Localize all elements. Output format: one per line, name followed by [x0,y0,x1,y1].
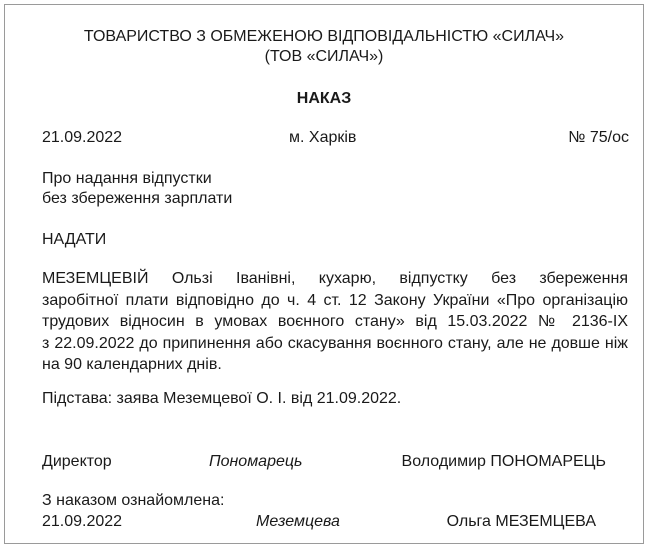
order-document [4,4,644,544]
signatory-name: Володимир ПОНОМАРЕЦЬ [401,453,606,470]
order-date: 21.09.2022 [42,129,123,146]
document-title: НАКАЗ [296,90,352,107]
body-line-3: трудових відносин в умовах воєнного стану» від 15.03.2022 № 2136-IX [42,313,628,330]
order-city: м. Харків [289,129,357,146]
employee-signature: Меземцева [256,513,340,530]
acknowledgement-label: З наказом ознайомлена: [42,492,225,509]
signatory-position: Директор [42,453,112,470]
body-line-1: МЕЗЕМЦЕВІЙ Ользі Іванівні, кухарю, відпустку без збереження [42,270,628,287]
body-line-2: заробітної плати відповідно до ч. 4 ст. 12 Закону України «Про організацію [42,291,628,309]
body-line-5: на 90 календарних днів. [42,356,222,373]
basis-text: Підстава: заява Меземцевої О. І. від 21.09.2022. [42,390,402,407]
body-line-4: з 22.09.2022 до припинення або скасування воєнного стану, але не довше ніж [42,334,628,352]
acknowledgement-date: 21.09.2022 [42,513,123,530]
director-signature: Пономарець [209,453,303,470]
org-short-name: (ТОВ «СИЛАЧ») [264,48,384,65]
employee-name: Ольга МЕЗЕМЦЕВА [446,513,596,530]
order-number: № 75/ос [568,129,629,146]
org-name: ТОВАРИСТВО З ОБМЕЖЕНОЮ ВІДПОВІДАЛЬНІСТЮ «СИЛАЧ» [83,28,565,45]
order-body-paragraph [42,268,628,376]
directive-word: НАДАТИ [42,231,107,248]
subject-line-2: без збереження зарплати [42,190,233,207]
subject-line-1: Про надання відпустки [42,170,212,187]
